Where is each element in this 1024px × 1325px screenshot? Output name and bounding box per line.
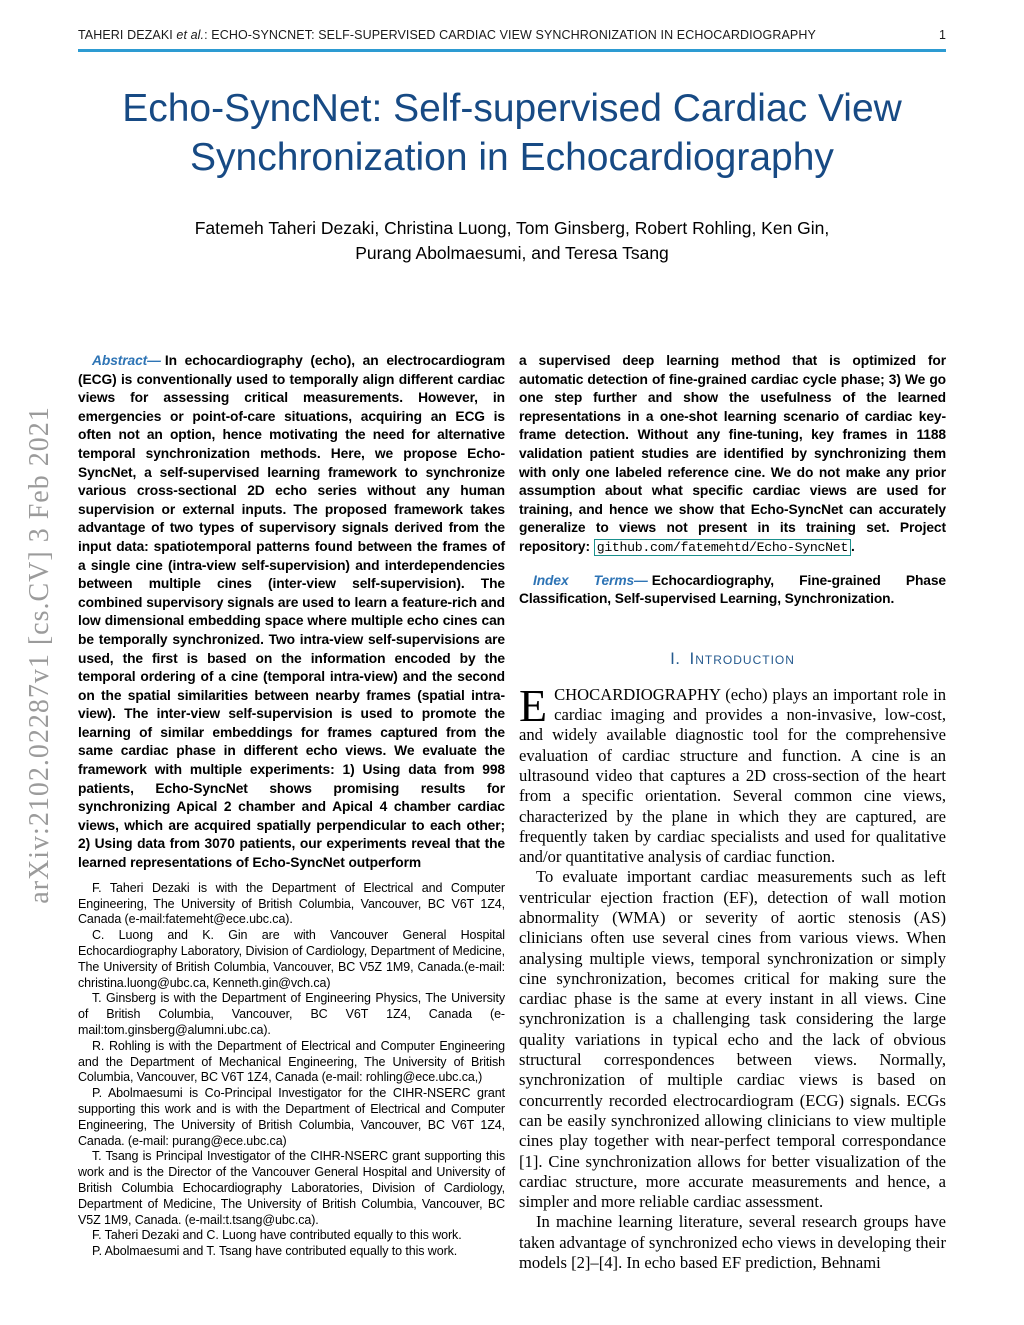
paper-title-line2: Synchronization in Echocardiography [190,136,834,179]
intro-paragraph-3: In machine learning literature, several research groups have taken advantage of synchronized echo views in developing their models [2]–[4]. In echo based EF prediction, Behnami [519,1212,946,1273]
abstract-continued [519,352,946,558]
section-heading-introduction [519,649,946,669]
footnote-3: T. Ginsberg is with the Department of Engineering Physics, The University of British Columbia, Vancouver, BC V6T 1Z4, Canada (e-mail:tom.ginsberg@alumni.ubc.ca). [78,991,505,1038]
intro-paragraph-2: To evaluate important cardiac measurements such as left ventricular ejection fraction (EF), detection of wall motion abnormality (WMA) or severity of aortic stenosis (AS) clinicians often use several cines from various views. When analysing multiple views, temporal synchronization or simply cine synchronization, becomes critical for making sure the cardiac phase is the same at every instant in all views. Cine synchronization is a challenging task considering the large quality variations in typical echo and the lack of obvious structural correspondences between views. Normally, synchronization of multiple cardiac views is based on concurrently recorded electrocardiogram (ECG) signals. ECGs can be easily synchronized allowing clinicians to view multiple cines play together with near-perfect temporal correspondance [1]. Cine synchronization allows for better visualization of the cardiac structure, more accurate measurements and hence, a simpler and more reliable cardiac assessment. [519,867,946,1212]
running-header-title: : ECHO-SYNCNET: SELF-SUPERVISED CARDIAC VIEW SYNCHRONIZATION IN ECHOCARDIOGRAPHY [204,28,816,42]
paper-title [78,84,946,182]
author-footnotes [78,881,505,1260]
index-terms [519,572,946,609]
footnote-8: P. Abolmaesumi and T. Tsang have contributed equally to this work. [92,1244,458,1259]
index-terms-text: Echocardiography, Fine-grained Phase Classification, Self-supervised Learning, Synchronization. [519,572,946,607]
footnote-7: F. Taheri Dezaki and C. Luong have contributed equally to this work. [92,1228,462,1243]
page-number: 1 [938,28,946,42]
abstract-label: Abstract— [92,353,161,368]
abstract-text-col1: In echocardiography (echo), an electrocardiogram (ECG) is conventionally used to temporally align different cardiac views for assessing critical measurements. However, in emergencies or point-of-care situations, acquiring an ECG is often not an option, hence motivating the need for alternative temporal synchronization methods. Here, we propose Echo-SyncNet, a self-supervised learning framework to synchronize various cross-sectional 2D echo series without any human supervision or external inputs. The proposed framework takes advantage of two types of supervisory signals derived from the input data: spatiotemporal patterns found between the frames of a single cine (intra-view self-supervision) and interdependencies between multiple cines (inter-view self-supervision). The combined supervisory signals are used to learn a feature-rich and low dimensional embedding space where multiple echo cines can be temporally synchronized. Two intra-view self-supervisions are used, the first is based on the information encoded by the temporal ordering of a cine (temporal intra-view) and the second on the spatial similarities between nearby frames (spatial intra-view). The inter-view self-supervision is used to promote the learning of similar embeddings for frames captured from the same cardiac phase in different echo views. We evaluate the framework with multiple experiments: 1) Using data from 998 patients, Echo-SyncNet shows promising results for synchronizing Apical 2 chamber and Apical 4 chamber cardiac views, which are acquired spatially perpendicular to each other; 2) Using data from 3070 patients, our experiments reveal that the learned representations of Echo-SyncNet outperform [78,353,505,871]
section-name: Introduction [689,648,795,668]
author-list-line2: Purang Abolmaesumi, and Teresa Tsang [355,243,669,263]
footnote-2: C. Luong and K. Gin are with Vancouver General Hospital Echocardiography Laboratory, Division of Cardiology, Department of Medicine, The University of British Columbia, Vancouver, BC V5Z 1M9, Canada.(e-mail: christina.luong@ubc.ca, Kenneth.gin@vch.ca) [78,928,505,990]
running-header-authors: TAHERI DEZAKI [78,28,177,42]
repo-link[interactable]: github.com/fatemehtd/Echo-SyncNet [594,539,851,556]
intro-paragraph-1-text: CHOCARDIOGRAPHY (echo) plays an important role in cardiac imaging and provides a non-invasive, low-cost, and widely available diagnostic tool for the comprehensive evaluation of cardiac structure and function. A cine is an ultrasound video that captures a 2D cross-section of the heart from a specific orientation. Several common cine views, characterized by the plane in which they are captured, are frequently taken by cardiac specialists and used for qualitative and/or quantitative analysis of cardiac function. [519,684,946,867]
running-header-text [78,28,816,43]
footnote-1: F. Taheri Dezaki is with the Department of Electrical and Computer Engineering, The University of British Columbia, Vancouver, BC V6T 1Z4, Canada (e-mail:fatemeht@ece.ubc.ca). [78,880,505,927]
section-number: I. [670,648,681,668]
running-header [78,28,946,43]
drop-cap: E [519,679,548,731]
author-list [78,216,946,266]
footnote-4: R. Rohling is with the Department of Electrical and Computer Engineering and the Department of Mechanical Engineering, The University of British Columbia, Vancouver, BC V6T 1Z4, Canada (e-mail: rohling@ece.ubc.ca,) [78,1038,505,1085]
two-column-body [78,352,946,1273]
abstract-text-col2: a supervised deep learning method that is optimized for automatic detection of fine-grained cardiac cycle phase; 3) We go one step further and show the usefulness of the learned representations in a one-shot learning scenario of cardiac key-frame detection. Without any fine-tuning, key frames in 1188 validation patient studies are identified by synchronizing them with only one labeled reference cine. We do not make any prior assumption about what specific cardiac views are used for training, and hence we show that Echo-SyncNet can accurately generalize to views not present in its training set. Project repository: [519,353,946,554]
index-terms-label: Index Terms— [533,572,648,588]
abstract [78,352,505,873]
header-rule [78,49,946,52]
footnote-6: T. Tsang is Principal Investigator of the CIHR-NSERC grant supporting this work and is the Director of the Vancouver General Hospital and University of British Columbia Echocardiography Laboratories, Division of Cardiology, Department of Medicine, The University of British Columbia, Vancouver, BC V5Z 1M9, Canada. (e-mail:t.tsang@ubc.ca). [78,1149,505,1227]
paper-title-line1: Echo-SyncNet: Self-supervised Cardiac View [122,87,902,130]
arxiv-stamp: arXiv:2102.02287v1 [cs.CV] 3 Feb 2021 [24,406,55,904]
right-column [519,352,946,1273]
footnote-5: P. Abolmaesumi is Co-Principal Investigator for the CIHR-NSERC grant supporting this work and is with the Department of Electrical and Computer Engineering, The University of British Columbia, Vancouver, BC V6T 1Z4, Canada. (e-mail: purang@ece.ubc.ca) [78,1086,505,1148]
abstract-period: . [850,538,855,554]
intro-paragraph-1 [519,679,946,868]
running-header-etal: et al. [176,28,205,42]
author-list-line1: Fatemeh Taheri Dezaki, Christina Luong, Tom Ginsberg, Robert Rohling, Ken Gin, [194,218,830,238]
left-column [78,352,505,1260]
